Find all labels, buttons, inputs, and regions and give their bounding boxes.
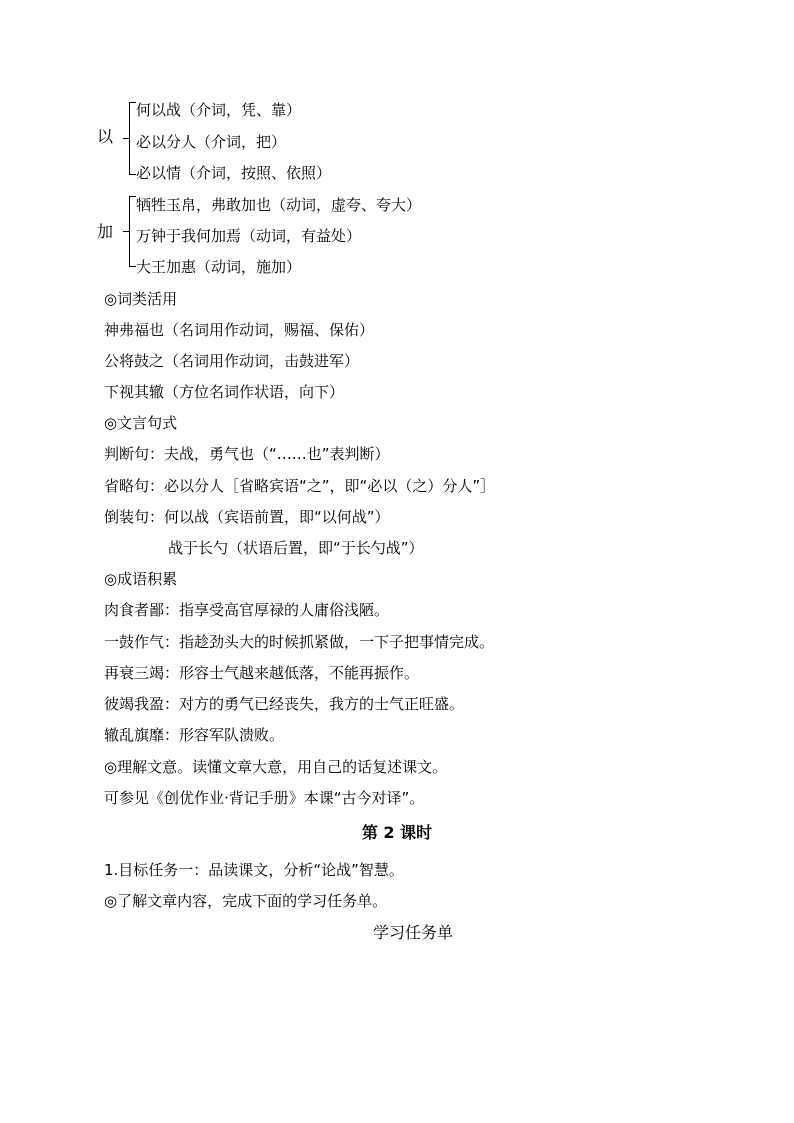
yi-item-3: 必以情（介词，按照、依照） — [136, 164, 332, 182]
yi-brace-top — [129, 102, 136, 103]
task-1: 1.目标任务一：品读课文，分析“论战”智慧。 — [104, 861, 404, 879]
chengyu-line-5: 辙乱旗靡：形容军队溃败。 — [104, 726, 285, 744]
jia-brace-top — [129, 196, 136, 197]
jushi-line-2: 省略句：必以分人［省略宾语“之”，即“必以（之）分人”］ — [104, 477, 496, 495]
cilei-line-2: 公将鼓之（名词用作动词，击鼓进军） — [104, 352, 360, 370]
lesson-title: 第 2 课时 — [361, 823, 433, 842]
chengyu-heading: ◎成语积累 — [104, 570, 178, 588]
yi-item-1: 何以战（介词，凭、靠） — [136, 101, 302, 119]
chengyu-line-4: 彼竭我盈：对方的勇气已经丧失，我方的士气正旺盛。 — [104, 695, 465, 713]
yi-brace-mid — [123, 138, 129, 139]
jia-character: 加 — [97, 222, 114, 241]
jushi-line-1: 判断句：夫战，勇气也（“……也”表判断） — [104, 445, 390, 463]
yi-character: 以 — [97, 127, 114, 146]
jushi-line-4: 战于长勺（状语后置，即“于长勺战”） — [168, 539, 424, 557]
yi-brace-bottom — [129, 174, 136, 175]
jia-brace-bottom — [129, 266, 136, 267]
chengyu-line-3: 再衰三竭：形容士气越来越低落，不能再振作。 — [104, 664, 420, 682]
yi-item-2: 必以分人（介词，把） — [136, 133, 287, 151]
chengyu-line-1: 肉食者鄙：指享受高官厚禄的人庸俗浅陋。 — [104, 601, 390, 619]
jia-brace-mid — [123, 231, 129, 232]
jia-brace — [129, 196, 130, 266]
cilei-heading: ◎词类活用 — [104, 290, 178, 308]
jia-item-1: 牺牲玉帛，弗敢加也（动词，虚夸、夸大） — [136, 196, 422, 214]
jushi-heading: ◎文言句式 — [104, 414, 178, 432]
cilei-line-3: 下视其辙（方位名词作状语，向下） — [104, 383, 345, 401]
worksheet-title: 学习任务单 — [373, 923, 454, 942]
yi-brace — [129, 102, 130, 174]
chengyu-line-2: 一鼓作气：指趁劲头大的时候抓紧做，一下子把事情完成。 — [104, 633, 495, 651]
jia-item-3: 大王加惠（动词，施加） — [136, 258, 302, 276]
lijie-heading: ◎理解文意。读懂文章大意，用自己的话复述课文。 — [104, 758, 448, 776]
lijie-line: 可参见《创优作业·背记手册》本课“古今对译”。 — [104, 789, 425, 807]
task-1-note: ◎了解文章内容，完成下面的学习任务单。 — [104, 892, 388, 910]
cilei-line-1: 神弗福也（名词用作动词，赐福、保佑） — [104, 321, 375, 339]
jia-item-2: 万钟于我何加焉（动词，有益处） — [136, 227, 362, 245]
jushi-line-3: 倒装句：何以战（宾语前置，即“以何战”） — [104, 508, 390, 526]
